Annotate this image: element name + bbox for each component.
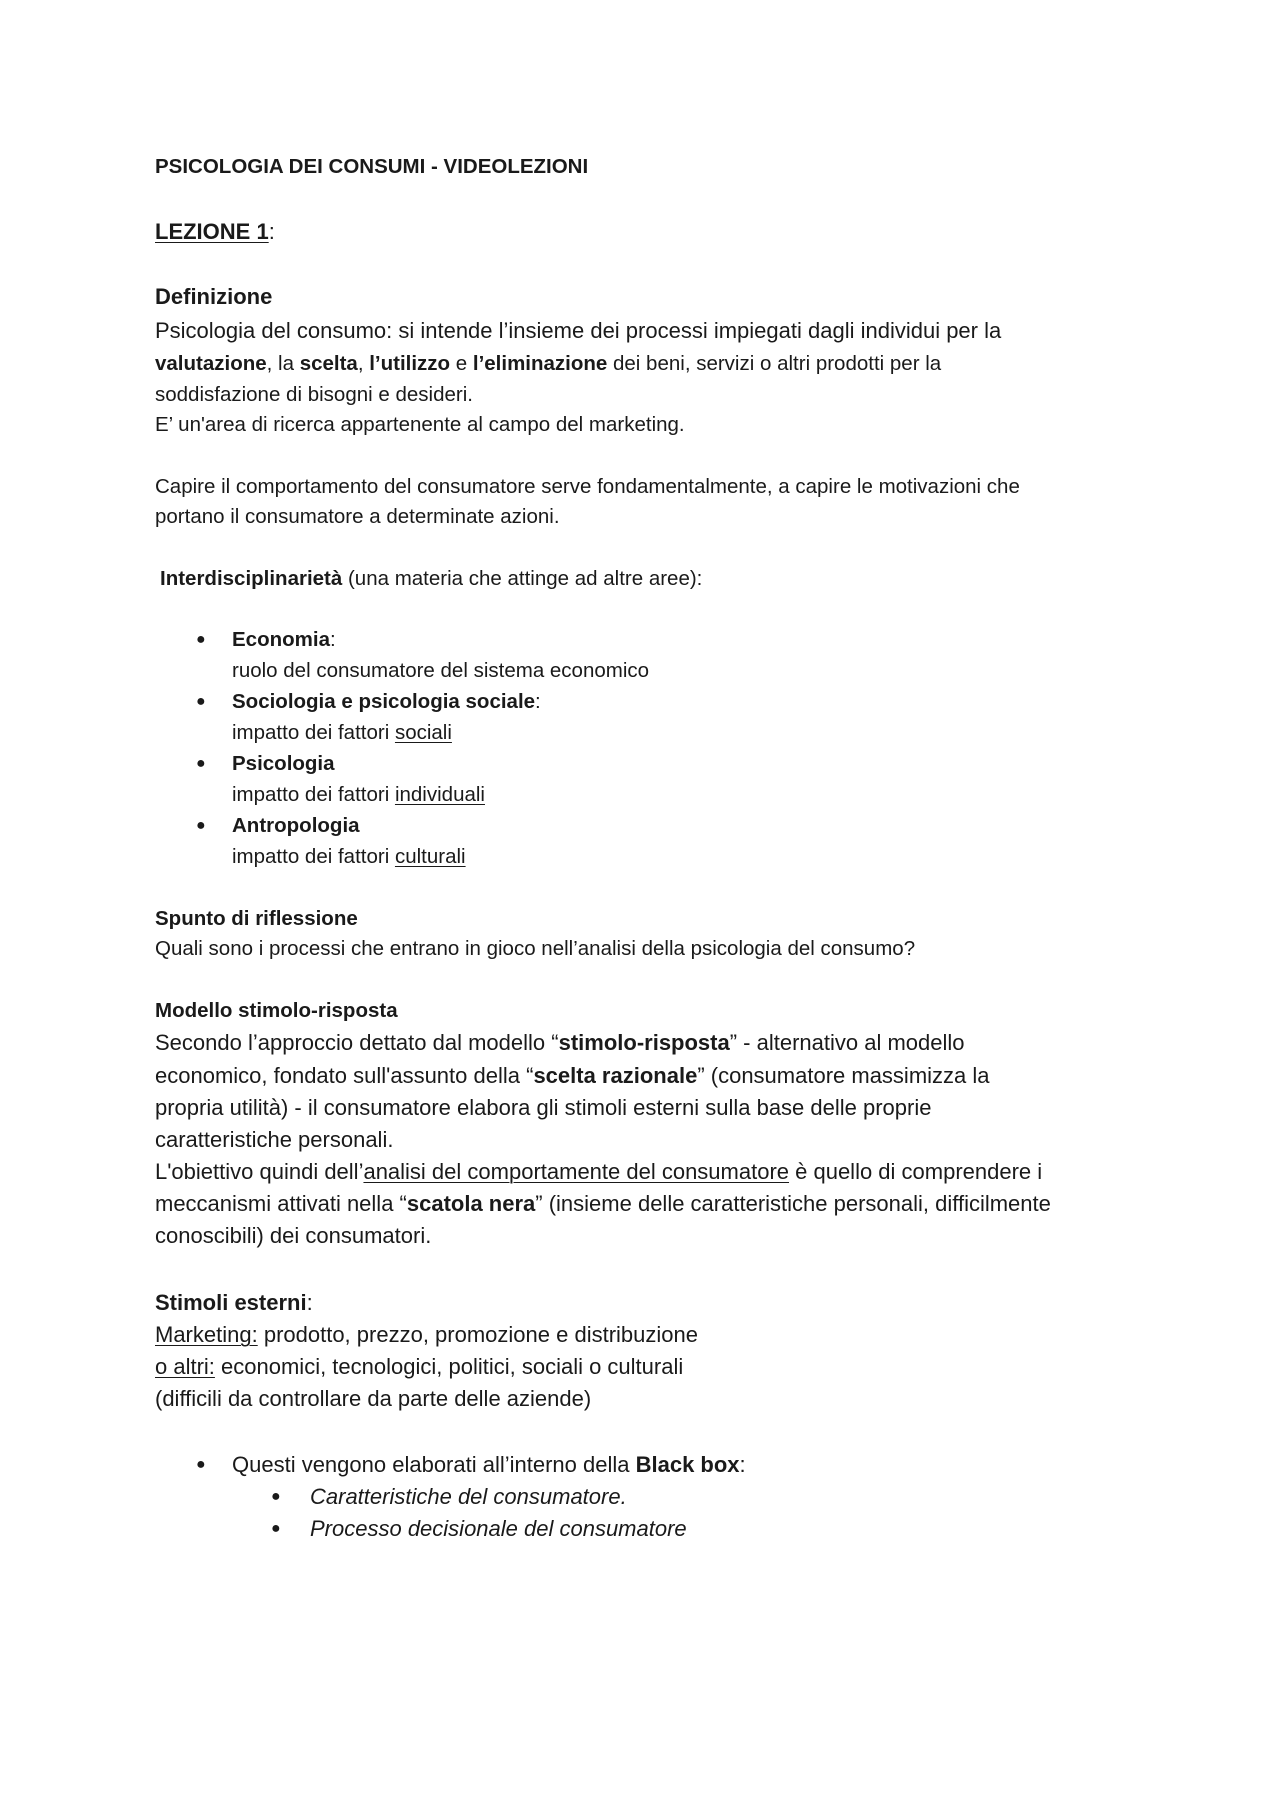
- modello-line-5: [155, 1159, 1042, 1185]
- capire-line-1: Capire il comportamento del consumatore serve fondamentalmente, a capire le motivazioni che: [155, 475, 1020, 498]
- definizione-line-2: [155, 352, 941, 376]
- text-segment: L'obiettivo quindi dell’: [155, 1159, 364, 1184]
- text-segment: (una materia che attinge ad altre aree):: [342, 567, 703, 590]
- text-segment: economici, tecnologici, politici, sociali o culturali: [214, 1354, 684, 1379]
- item-title-text: Sociologia e psicologia sociale: [232, 690, 536, 713]
- sub-list-item: Processo decisionale del consumatore: [310, 1516, 687, 1541]
- text-segment: dei beni, servizi o altri prodotti per la: [607, 352, 942, 375]
- interdisciplinarieta-term: Interdisciplinarietà: [160, 567, 343, 590]
- underlined-term: sociali: [394, 721, 452, 744]
- modello-line-2: [155, 1063, 990, 1089]
- text-segment: impatto dei fattori: [232, 783, 395, 806]
- bullet-icon: ●: [271, 1488, 281, 1505]
- capire-line-2: portano il consumatore a determinate azioni.: [155, 505, 560, 528]
- text-segment: meccanismi attivati nella “: [155, 1191, 407, 1216]
- item-title-text: Psicologia: [232, 752, 335, 775]
- stimoli-heading-text: Stimoli esterni: [155, 1290, 307, 1315]
- text-segment: :: [306, 1290, 313, 1315]
- stimoli-heading: [155, 1290, 313, 1316]
- list-item-title: [232, 814, 360, 838]
- text-segment: ” - alternativo al modello: [729, 1030, 965, 1055]
- list-item-desc: [232, 845, 466, 869]
- item-suffix: :: [329, 628, 336, 651]
- list-item-desc: ruolo del consumatore del sistema economico: [232, 659, 650, 682]
- text-segment: , la: [266, 352, 300, 375]
- text-segment: :: [739, 1452, 746, 1477]
- modello-line-1: [155, 1030, 965, 1056]
- text-segment: Secondo l’approccio dettato dal modello “: [155, 1030, 559, 1055]
- marketing-label: Marketing:: [155, 1322, 258, 1347]
- list-item-desc: [232, 721, 452, 745]
- altri-label: o altri:: [155, 1354, 215, 1379]
- list-item-title: [232, 752, 335, 776]
- interdisciplinarieta-line: [160, 567, 702, 591]
- definizione-heading: Definizione: [155, 284, 273, 309]
- modello-line-7: conoscibili) dei consumatori.: [155, 1223, 432, 1248]
- modello-line-4: caratteristiche personali.: [155, 1127, 394, 1152]
- sub-list-item: Caratteristiche del consumatore.: [310, 1484, 627, 1509]
- item-title-text: Economia: [232, 628, 330, 651]
- text-segment: prodotto, prezzo, promozione e distribuzione: [257, 1322, 698, 1347]
- list-item-title: [232, 690, 541, 714]
- underlined-term: individuali: [394, 783, 485, 806]
- text-segment: è quello di comprendere i: [789, 1159, 1043, 1184]
- document-title: PSICOLOGIA DEI CONSUMI - VIDEOLEZIONI: [155, 155, 589, 178]
- term-scelta-razionale: scelta razionale: [533, 1063, 698, 1088]
- bullet-icon: ●: [196, 755, 206, 772]
- item-suffix: :: [535, 690, 541, 713]
- definizione-line-1: Psicologia del consumo: si intende l’insieme dei processi impiegati dagli individui per la: [155, 318, 1002, 343]
- term-stimolo-risposta: stimolo-risposta: [558, 1030, 730, 1055]
- text-segment: ” (insieme delle caratteristiche personali, difficilmente: [535, 1191, 1051, 1216]
- text-segment: impatto dei fattori: [232, 845, 395, 868]
- text-segment: Questi vengono elaborati all’interno della: [232, 1452, 636, 1477]
- bullet-icon: ●: [196, 1456, 206, 1473]
- term-eliminazione: l’eliminazione: [472, 352, 608, 375]
- item-title-text: Antropologia: [232, 814, 360, 837]
- term-utilizzo: l’utilizzo: [369, 352, 451, 375]
- spunto-question: Quali sono i processi che entrano in gioco nell’analisi della psicologia del consumo?: [155, 937, 916, 960]
- text-segment: ,: [357, 352, 370, 375]
- stimoli-altri: [155, 1354, 683, 1380]
- stimoli-note: (difficili da controllare da parte delle aziende): [155, 1386, 592, 1411]
- underlined-term: culturali: [394, 845, 466, 868]
- text-segment: impatto dei fattori: [232, 721, 395, 744]
- bullet-icon: ●: [196, 693, 206, 710]
- term-valutazione: valutazione: [155, 352, 267, 375]
- definizione-line-4: E’ un'area di ricerca appartenente al campo del marketing.: [155, 413, 685, 436]
- stimoli-marketing: [155, 1322, 698, 1348]
- text-segment: economico, fondato sull'assunto della “: [155, 1063, 534, 1088]
- list-item-desc: [232, 783, 485, 807]
- bullet-icon: ●: [271, 1520, 281, 1537]
- term-black-box: Black box: [635, 1452, 740, 1477]
- lesson-colon: :: [268, 219, 275, 244]
- bullet-icon: ●: [196, 631, 206, 648]
- modello-heading: Modello stimolo-risposta: [155, 999, 398, 1022]
- black-box-item: [232, 1452, 746, 1478]
- spunto-heading: Spunto di riflessione: [155, 907, 358, 930]
- underlined-term: analisi del comportamente del consumatore: [363, 1159, 790, 1184]
- term-scatola-nera: scatola nera: [406, 1191, 536, 1216]
- bullet-icon: ●: [196, 817, 206, 834]
- text-segment: ” (consumatore massimizza la: [697, 1063, 990, 1088]
- text-segment: e: [450, 352, 473, 375]
- list-item-title: [232, 628, 336, 652]
- modello-line-3: propria utilità) - il consumatore elabora gli stimoli esterni sulla base delle proprie: [155, 1095, 932, 1120]
- modello-line-6: [155, 1191, 1051, 1217]
- term-scelta: scelta: [299, 352, 358, 375]
- lesson-label: LEZIONE 1: [155, 219, 269, 244]
- lesson-heading: [155, 219, 275, 245]
- definizione-line-3: soddisfazione di bisogni e desideri.: [155, 383, 473, 406]
